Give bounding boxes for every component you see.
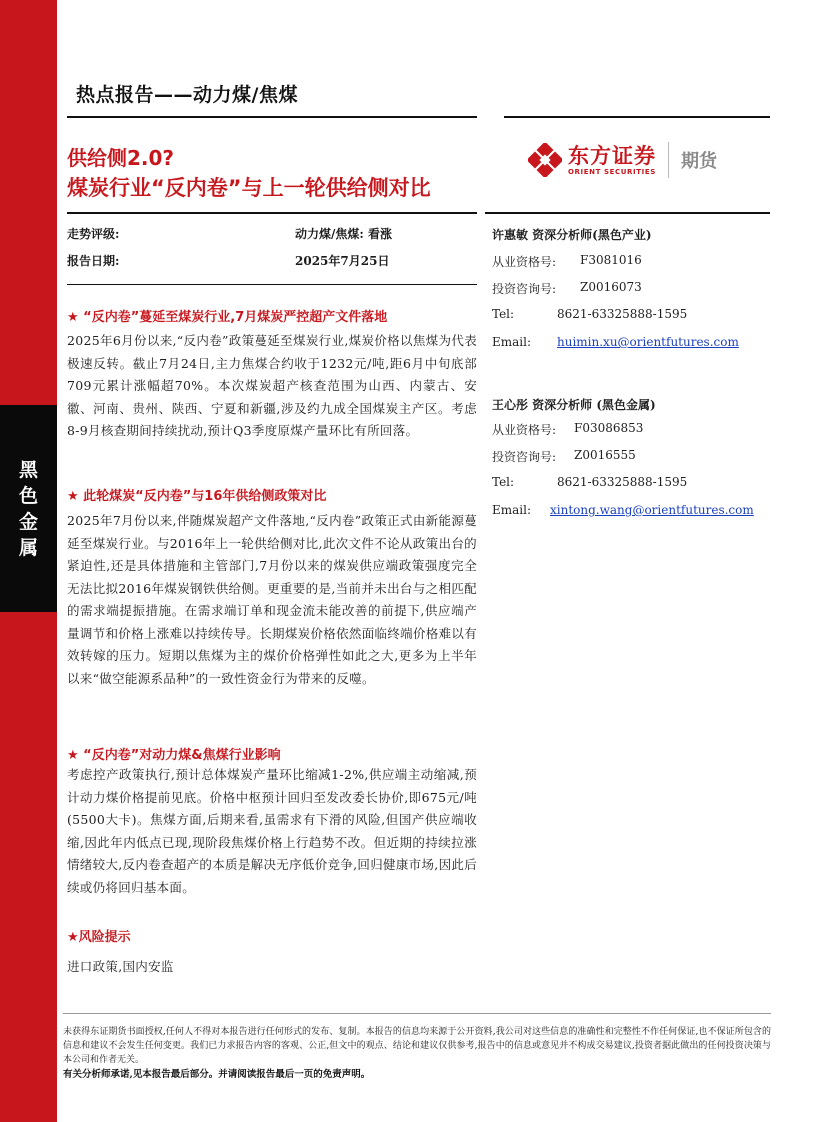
analyst-row xyxy=(492,307,739,335)
analyst-value: 8621-63325888-1595 xyxy=(557,475,688,489)
rating-value: 动力煤/焦煤: 看涨 xyxy=(295,227,392,241)
sector-char: 黑 xyxy=(18,458,38,481)
header-rule-left xyxy=(67,116,477,118)
rating-rule-top xyxy=(67,212,477,214)
paragraph: 2025年7月份以来,伴随煤炭超产文件落地,“反内卷”政策正式由新能源蔓延至煤炭行业。与2016年上一轮供给侧对比,此次文件不论从政策出台的紧迫性,还是具体措施和主管部门,7月份以来的煤炭供应端政策强度完全无法比拟2016年煤炭钢铁供给侧。更重要的是,当前并未出台与之相匹配的需求端提振措施。在需求端订单和现金流未能改善的前提下,供应端产量调节和价格上涨难以持续传导。长期煤炭价格依然面临终端价格难以有效转嫁的压力。短期以焦煤为主的煤价价格弹性如此之大,更多为上半年以来“做空能源系品种”的一致性资金行为带来的反噬。 xyxy=(67,513,477,686)
section-body xyxy=(67,510,477,690)
footer-rule xyxy=(63,1013,771,1014)
date-value: 2025年7月25日 xyxy=(295,254,390,268)
analyst-card xyxy=(492,396,754,531)
analyst-row xyxy=(492,448,754,475)
rating-label: 走势评级: xyxy=(67,227,120,241)
paragraph: 进口政策,国内安监 xyxy=(67,959,174,974)
analyst-email-link[interactable]: xintong.wang@orientfutures.com xyxy=(550,503,754,517)
paragraph: 2025年6月份以来,“反内卷”政策蔓延至煤炭行业,煤炭价格以焦煤为代表极速反转。截止7月24日,主力焦煤合约收于1232元/吨,距6月中旬底部709元累计涨幅超70%。本次煤炭超产核查范围为山西、内蒙古、安徽、河南、贵州、陕西、宁夏和新疆,涉及约九成全国煤炭主产区。考虑8-9月核查期间持续扰动,预计Q3季度原煤产量环比有所回落。 xyxy=(67,333,477,438)
paragraph: 考虑控产政策执行,预计总体煤炭产量环比缩减1-2%,供应端主动缩减,预计动力煤价格提前见底。价格中枢预计回归至发改委长协价,即675元/吨(5500大卡)。焦煤方面,后期来看,虽需求有下滑的风险,但国产供应端收缩,因此年内低点已现,现阶段焦煤价格上行趋势不改。但近期的持续拉涨情绪较大,反内卷查超产的本质是解决无序低价竞争,回归健康市场,因此后续或仍将回归基本面。 xyxy=(67,767,477,895)
logo-divider xyxy=(668,142,669,178)
analyst-row xyxy=(492,253,739,280)
section-heading: ★ “反内卷”蔓延至煤炭行业,7月煤炭严控超产文件落地 xyxy=(67,310,388,325)
section-heading: ★ 此轮煤炭“反内卷”与16年供给侧政策对比 xyxy=(67,489,327,504)
analyst-name: 王心彤 资深分析师 (黑色金属) xyxy=(492,398,656,412)
analyst-key: 投资咨询号: xyxy=(492,450,557,464)
logo-name-cn: 东方证券 xyxy=(568,144,656,168)
section-body xyxy=(67,330,477,443)
analyst-row xyxy=(492,475,754,503)
analyst-name: 许惠敏 资深分析师(黑色产业) xyxy=(492,228,652,242)
sector-char: 金 xyxy=(18,510,38,533)
section-body xyxy=(67,956,477,979)
logo-name-en: ORIENT SECURITIES xyxy=(568,168,656,176)
sector-tab xyxy=(0,405,57,612)
analyst-value: F03086853 xyxy=(574,421,644,435)
analyst-key: Tel: xyxy=(492,475,515,489)
report-title-line1: 供给侧2.0? xyxy=(67,146,175,170)
analyst-key: Email: xyxy=(492,503,532,517)
analyst-email-link[interactable]: huimin.xu@orientfutures.com xyxy=(557,335,739,349)
analyst-key: 从业资格号: xyxy=(492,255,557,269)
analyst-row xyxy=(492,335,739,363)
rating-rule-bottom xyxy=(67,284,477,285)
sector-char: 属 xyxy=(18,536,38,559)
section-heading: ★ “反内卷”对动力煤&焦煤行业影响 xyxy=(67,748,281,763)
company-logo xyxy=(528,142,717,178)
analyst-row xyxy=(492,421,754,448)
analyst-rule-top xyxy=(485,212,770,214)
analyst-key: Email: xyxy=(492,335,532,349)
analyst-row xyxy=(492,503,754,531)
sector-char: 色 xyxy=(18,484,38,507)
analyst-key: 投资咨询号: xyxy=(492,282,557,296)
report-type: 热点报告——动力煤/焦煤 xyxy=(76,84,298,106)
analyst-row xyxy=(492,280,739,307)
analyst-value: Z0016073 xyxy=(580,280,642,294)
analyst-value: F3081016 xyxy=(580,253,642,267)
analyst-value: 8621-63325888-1595 xyxy=(557,307,688,321)
section-heading: ★风险提示 xyxy=(67,930,131,945)
disclaimer-text: 未获得东证期货书面授权,任何人不得对本报告进行任何形式的发布、复制。本报告的信息均来源于公开资料,我公司对这些信息的准确性和完整性不作任何保证,也不保证所包含的信息和建议不会发生任何变更。我们已力求报告内容的客观、公正,但文中的观点、结论和建议仅供参考,报告中的信息或意见并不构成交易建议,投资者据此做出的任何投资决策与本公司和作者无关。 xyxy=(63,1027,771,1066)
analyst-value: Z0016555 xyxy=(574,448,636,462)
analyst-notice: 有关分析师承诺,见本报告最后部分。并请阅读报告最后一页的免责声明。 xyxy=(63,1069,371,1080)
orient-logo-icon xyxy=(528,143,562,177)
analyst-key: 从业资格号: xyxy=(492,423,557,437)
analyst-key: Tel: xyxy=(492,307,515,321)
analyst-card xyxy=(492,226,739,363)
logo-futures: 期货 xyxy=(681,151,717,172)
report-title-line2: 煤炭行业“反内卷”与上一轮供给侧对比 xyxy=(67,176,431,200)
header-rule-right xyxy=(504,116,770,118)
date-label: 报告日期: xyxy=(67,254,120,268)
section-body xyxy=(67,764,477,899)
